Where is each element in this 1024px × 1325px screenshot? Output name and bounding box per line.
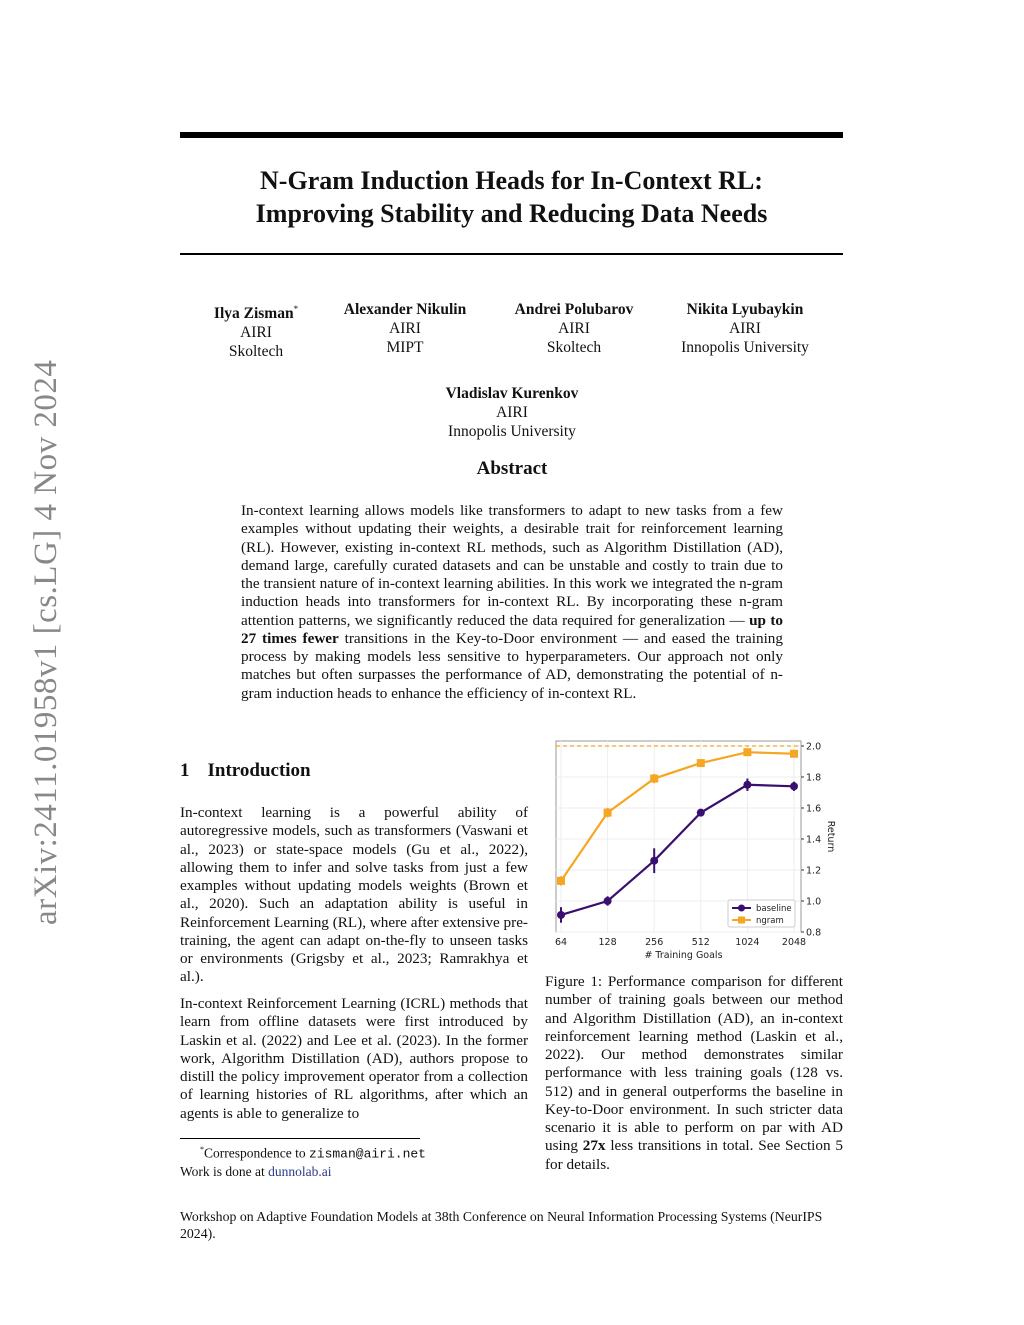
data-point-ngram xyxy=(650,775,658,783)
abstract-text xyxy=(241,502,783,703)
y-tick-label: 1.2 xyxy=(806,865,822,877)
author-affiliation: Innopolis University xyxy=(681,339,809,356)
title-line-2: Improving Stability and Reducing Data Needs xyxy=(255,199,768,228)
title-rule xyxy=(180,253,843,255)
data-point-baseline xyxy=(557,911,565,919)
author-name: Andrei Polubarov xyxy=(514,301,634,318)
legend-marker xyxy=(738,905,745,912)
y-tick-label: 1.8 xyxy=(806,772,822,784)
author-affiliation: AIRI xyxy=(240,324,272,342)
abstract-part: In-context learning allows models like transformers to adapt to new tasks from a few examples without updating their weights, a desirable trait for reinforcement learning (RL). However, existing in-context RL methods, such as Algorithm Distillation (AD), demand large, carefully curated datasets and can be unstable and costly to train due to the transient nature of in-context learning abilities. In this work we integrated the n-gram induction heads into transformers for in-context RL. By incorporating these n-gram attention patterns, we significantly reduced the data required for generalization — xyxy=(241,502,783,629)
author-affiliation: AIRI xyxy=(729,320,761,337)
author-affiliation: Skoltech xyxy=(228,343,284,361)
author-affiliation: AIRI xyxy=(389,320,421,337)
footnote-text: Work is done at xyxy=(180,1163,269,1179)
legend-marker xyxy=(738,917,745,924)
data-point-baseline xyxy=(790,782,798,790)
email-link[interactable]: zisman@airi.net xyxy=(308,1146,426,1162)
data-point-ngram xyxy=(557,877,565,885)
y-tick-label: 1.0 xyxy=(806,896,822,908)
author-affiliation: Skoltech xyxy=(546,339,602,356)
author-affiliation: AIRI xyxy=(558,320,590,337)
legend-label: baseline xyxy=(756,904,792,914)
abstract-part: transitions in the Key-to-Door environment — and eased the training process by making models less sensitive to hyperparameters. Our approach not only matches but often surpasses the performance of AD, demonstrating the potential of n-gram induction heads to enhance the efficiency of in-context RL. xyxy=(241,629,783,702)
x-tick-label: 256 xyxy=(645,937,664,948)
x-tick-label: 64 xyxy=(554,937,568,948)
author-name: Alexander Nikulin xyxy=(343,301,467,318)
author-name: Ilya Zisman xyxy=(213,305,294,323)
footnote-text: Correspondence to xyxy=(204,1145,309,1161)
author-affiliation: MIPT xyxy=(386,339,424,356)
author xyxy=(515,300,634,357)
caption-emphasis: 27x xyxy=(582,1137,606,1155)
author-name: Vladislav Kurenkov xyxy=(445,385,579,402)
author xyxy=(446,384,579,441)
author xyxy=(344,300,466,357)
author-affiliation: AIRI xyxy=(496,404,528,421)
x-axis-label: # Training Goals xyxy=(644,950,723,961)
section-title: Introduction xyxy=(207,760,311,781)
intro-paragraph-2: In-context Reinforcement Learning (ICRL) methods that learn from offline datasets were first introduced by Laskin et al. (2022) and Lee et al. (2023). In the former work, Algorithm Distillation (AD), authors propose to distill the policy improvement operator from a collection of learning histories of RL algorithms, after which an agents is able to generalize to xyxy=(180,995,528,1122)
footnote-rule xyxy=(180,1138,420,1139)
x-tick-label: 128 xyxy=(598,937,617,948)
legend xyxy=(728,900,795,927)
figure-caption xyxy=(545,973,843,1174)
caption-part: Figure 1: Performance comparison for different number of training goals between our method and Algorithm Distillation (AD), an in-context reinforcement learning method (Laskin et al., 2022). Our method demonstrates similar performance with less training goals (128 vs. 512) and in general outperforms the baseline in Key-to-Door environment. In such stricter data scenario it is able to perform on par with AD using xyxy=(545,973,843,1155)
abstract-heading: Abstract xyxy=(476,458,548,479)
data-point-baseline xyxy=(604,897,612,905)
y-tick-label: 0.8 xyxy=(806,927,822,939)
section-heading xyxy=(180,760,311,782)
x-tick-label: 1024 xyxy=(735,937,760,948)
author-mark: * xyxy=(293,304,299,314)
x-tick-label: 512 xyxy=(691,937,710,948)
data-point-ngram xyxy=(743,748,751,756)
x-tick-label: 2048 xyxy=(781,937,807,948)
dunnolab-link[interactable]: dunnolab.ai xyxy=(268,1163,332,1179)
footnote-mark: * xyxy=(200,1145,204,1154)
y-axis-label: Return xyxy=(825,820,836,853)
legend-label: ngram xyxy=(756,916,784,926)
y-tick-label: 2.0 xyxy=(806,741,822,753)
title-line-1: N-Gram Induction Heads for In-Context RL: xyxy=(260,166,763,195)
data-point-baseline xyxy=(697,809,705,817)
section-number: 1 xyxy=(180,760,190,781)
paper-title xyxy=(180,164,843,230)
footnote xyxy=(180,1141,426,1180)
data-point-baseline xyxy=(743,781,751,789)
data-point-ngram xyxy=(697,759,705,767)
arxiv-identifier: arXiv:2411.01958v1 [cs.LG] 4 Nov 2024 xyxy=(28,359,64,925)
venue-note: Workshop on Adaptive Foundation Models at 38th Conference on Neural Information Processing Systems (NeurIPS 2024). xyxy=(180,1209,823,1241)
data-point-baseline xyxy=(650,857,658,865)
intro-paragraph-1: In-context learning is a powerful ability of autoregressive models, such as transformers (Vaswani et al., 2023) or state-space models (Gu et al., 2022), allowing them to infer and solve tasks from just a few examples without updating models weights (Brown et al., 2020). Such an adaptation ability is useful in Reinforcement Learning (RL), where after extensive pre-training, the agent can adapt on-the-fly to unseen tasks or environments (Grigsby et al., 2023; Ramrakhya et al.). xyxy=(180,804,528,986)
top-rule xyxy=(180,132,843,138)
y-tick-label: 1.4 xyxy=(806,834,822,846)
author xyxy=(681,300,809,357)
author-affiliation: Innopolis University xyxy=(448,423,576,440)
data-point-ngram xyxy=(790,750,798,758)
abstract-emphasis: up to 27 times fewer xyxy=(241,611,783,647)
caption-part: less transitions in total. See Section 5 for details. xyxy=(545,1137,843,1173)
y-tick-label: 1.6 xyxy=(806,803,822,815)
figure-1-chart xyxy=(545,736,845,966)
author xyxy=(214,300,298,361)
data-point-ngram xyxy=(604,809,612,817)
author-name: Nikita Lyubaykin xyxy=(686,301,804,318)
